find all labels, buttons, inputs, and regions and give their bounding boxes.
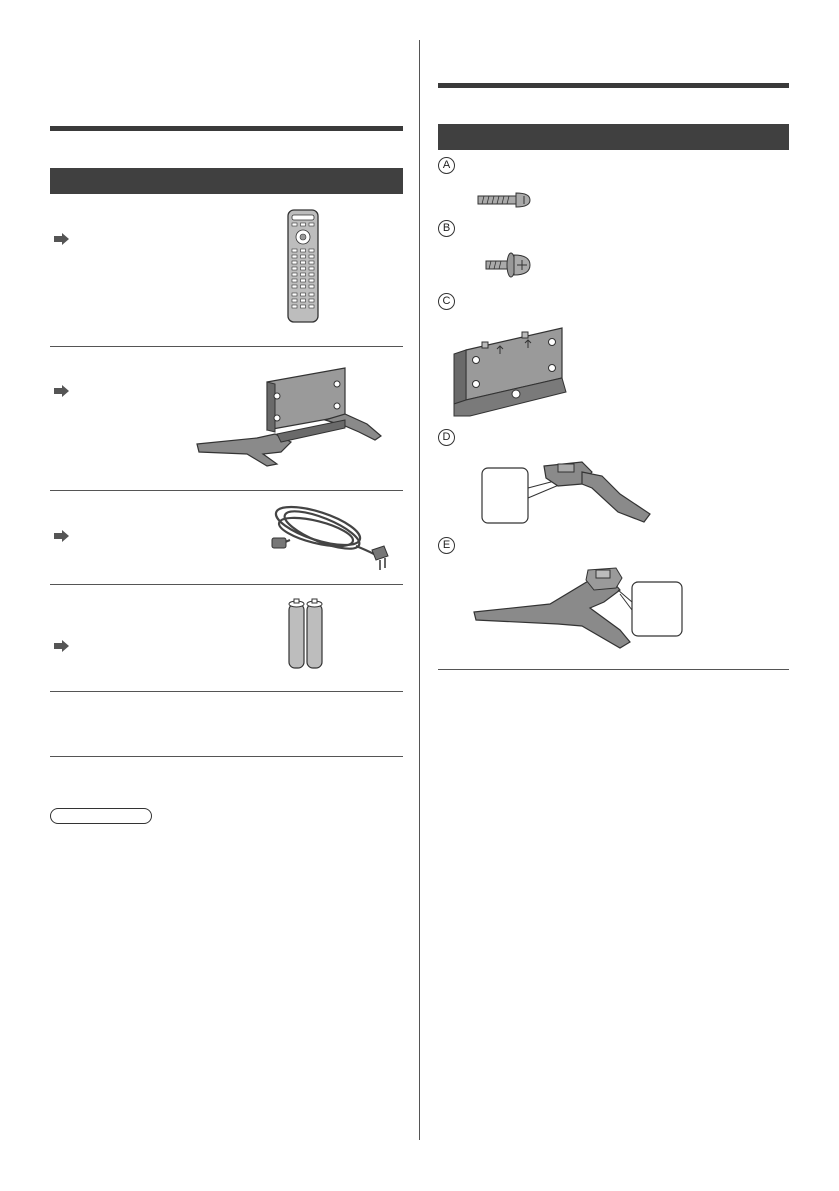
callout-label-a: A	[438, 157, 455, 174]
right-heading-rule	[438, 83, 789, 88]
left-section-bar	[50, 168, 403, 194]
row-divider	[50, 490, 403, 491]
stand-foot-icon	[478, 458, 654, 526]
callout-label-b: B	[438, 220, 455, 237]
arrow-icon	[54, 385, 70, 397]
arrow-icon	[54, 640, 70, 652]
left-heading-rule	[50, 126, 403, 131]
note-badge	[50, 808, 152, 824]
screw-icon	[476, 190, 532, 210]
pedestal-stand-icon	[195, 360, 385, 468]
callout-label-d: D	[438, 429, 455, 446]
callout-label-e: E	[438, 537, 455, 554]
stand-base-icon	[470, 566, 686, 658]
row-divider	[50, 584, 403, 585]
column-divider	[419, 40, 420, 1140]
row-divider	[50, 346, 403, 347]
screw-washer-icon	[484, 251, 534, 279]
arrow-icon	[54, 233, 70, 245]
arrow-icon	[54, 530, 70, 542]
ac-mains-lead-icon	[270, 502, 392, 574]
row-divider	[50, 691, 403, 692]
remote-control-icon	[287, 209, 319, 323]
callout-label-c: C	[438, 293, 455, 310]
right-section-bar	[438, 124, 789, 150]
batteries-icon	[287, 598, 325, 670]
stand-bracket-icon	[452, 322, 578, 420]
section-end-divider	[438, 669, 789, 670]
row-divider	[50, 756, 403, 757]
